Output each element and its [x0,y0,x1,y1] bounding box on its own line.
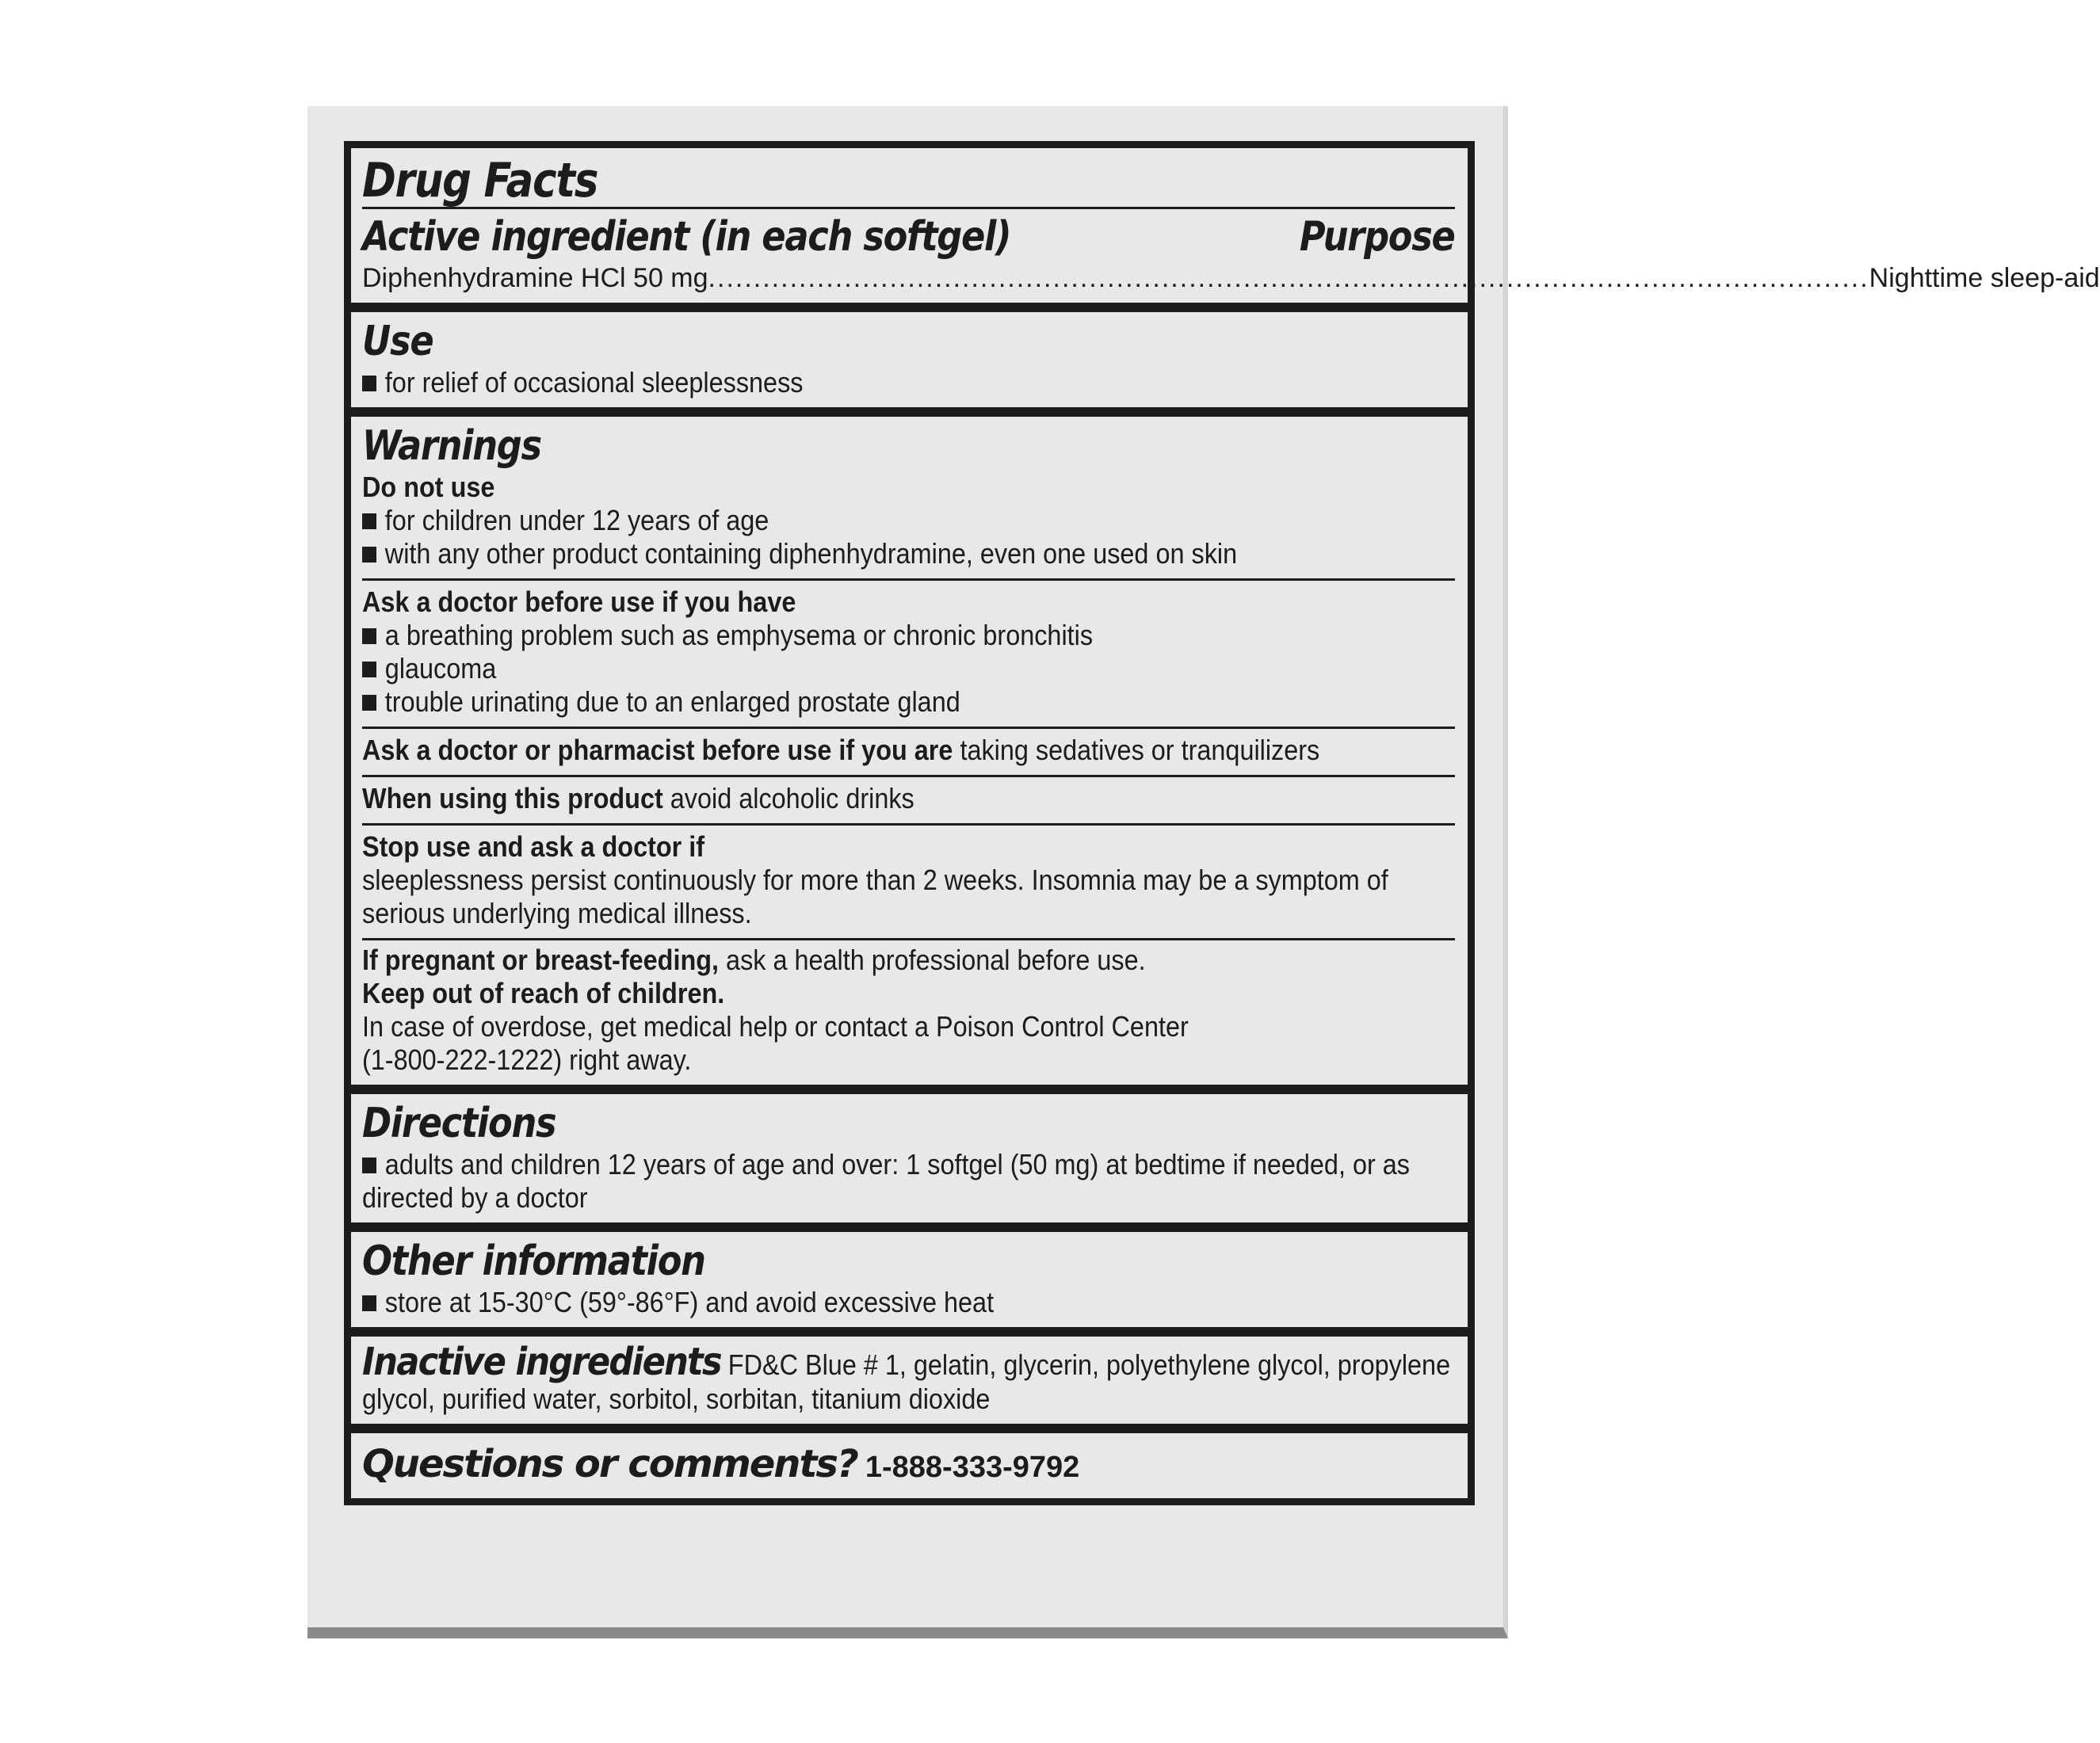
pregnant-label: If pregnant or breast-feeding, [362,944,720,976]
ingredient-leader-dots: ................................................................................................................................ [708,263,1869,293]
when-using-label: When using this product [362,782,663,814]
section-divider [351,303,1468,312]
bullet-icon [362,513,376,529]
use-section [351,312,1468,407]
list-item: adults and children 12 years of age and over: 1 softgel (50 mg) at bedtime if needed, or as directed by a doctor [362,1148,1410,1214]
ask-pharmacist-label: Ask a doctor or pharmacist before use if you are [362,734,953,766]
inactive-ingredients-text: FD&C Blue # 1, gelatin, glycerin, polyethylene glycol, propylene glycol, purified water, sorbitol, sorbitan, titanium dioxide [362,1348,1451,1415]
bullet-icon [362,695,376,711]
list-item: trouble urinating due to an enlarged prostate gland [362,685,1346,719]
pregnancy-block [351,940,1468,1085]
pregnant-text: ask a health professional before use. [726,944,1146,976]
keep-out-label: Keep out of reach of children. [362,977,725,1009]
keep-out-text: In case of overdose, get medical help or contact a Poison Control Center (1-800-222-1222) right away. [362,1010,1189,1076]
ingredient-purpose: Nighttime sleep-aid [1869,263,2100,293]
ask-doctor-block [351,581,1468,727]
stop-use-label: Stop use and ask a doctor if [362,830,705,863]
use-heading: Use [362,318,433,365]
bullet-icon [362,662,376,677]
section-divider [351,1085,1468,1094]
bullet-icon [362,1158,376,1173]
questions-section [351,1433,1468,1498]
drug-facts-panel [344,141,2100,1505]
ask-pharmacist-block [351,729,1468,775]
section-divider [351,407,1468,417]
section-divider [351,1424,1468,1433]
list-item: for children under 12 years of age [362,504,1346,537]
stop-use-block [351,826,1468,938]
bullet-icon [362,376,376,391]
purpose-heading: Purpose [1300,213,1455,261]
warnings-heading: Warnings [362,422,541,470]
active-ingredient-heading: Active ingredient (in each softgel) [362,213,1011,261]
list-item: glaucoma [362,652,1346,685]
drug-facts-title: Drug Facts [362,153,598,208]
questions-phone: 1-888-333-9792 [865,1451,1080,1484]
ask-pharmacist-text: taking sedatives or tranquilizers [960,734,1320,766]
inactive-ingredients-section [351,1337,1468,1424]
directions-section [351,1094,1468,1222]
ask-doctor-label: Ask a doctor before use if you have [362,585,796,618]
other-information-section [351,1232,1468,1327]
when-using-text: avoid alcoholic drinks [670,782,914,814]
bullet-icon [362,547,376,563]
list-item: with any other product containing diphenhydramine, even one used on skin [362,537,1346,570]
active-ingredient-section [351,148,2100,303]
bullet-icon [362,628,376,644]
questions-heading: Questions or comments? [362,1442,857,1486]
list-item: store at 15-30°C (59°-86°F) and avoid excessive heat [362,1286,1346,1319]
other-information-heading: Other information [362,1238,705,1285]
ingredient-name: Diphenhydramine HCl 50 mg [362,263,708,293]
directions-heading: Directions [362,1100,556,1147]
warnings-section [351,417,1468,578]
bullet-icon [362,1295,376,1311]
section-divider [351,1327,1468,1337]
do-not-use-label: Do not use [362,471,495,503]
list-item: for relief of occasional sleeplessness [362,366,1346,399]
inactive-ingredients-heading: Inactive ingredients [362,1340,721,1384]
list-item: a breathing problem such as emphysema or chronic bronchitis [362,619,1346,652]
section-divider [351,1222,1468,1232]
when-using-block [351,777,1468,823]
stop-use-text: sleeplessness persist continuously for more than 2 weeks. Insomnia may be a symptom of serious underlying medical illness. [362,864,1388,929]
